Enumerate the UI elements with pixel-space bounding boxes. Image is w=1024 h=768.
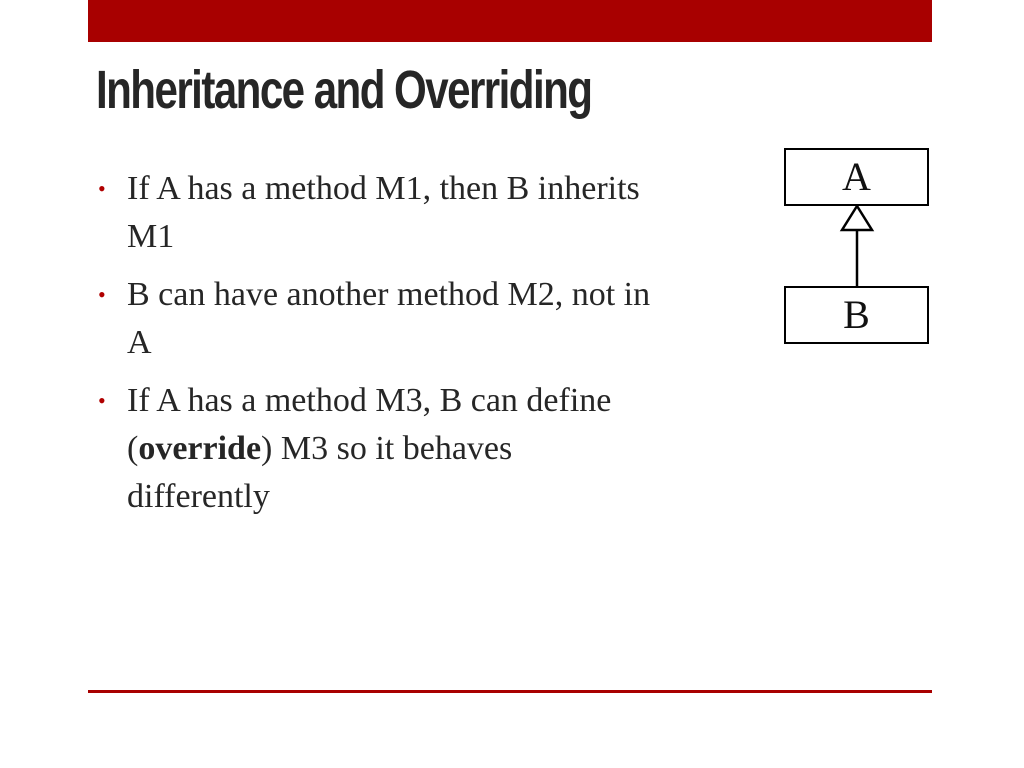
bullet-icon: • (98, 388, 106, 413)
footer-divider (88, 690, 932, 693)
slide-title: Inheritance and Overriding (96, 60, 592, 120)
bullet-text-bold: override (138, 430, 262, 467)
bullet-icon: • (98, 282, 106, 307)
bullet-text: If A has a method M1, then B inherits M1 (127, 170, 640, 255)
class-box-b: B (784, 286, 929, 344)
bullet-text-before: If A has a method M3, B can define ( (127, 382, 612, 467)
bullet-item (96, 165, 656, 261)
bullet-text: B can have another method M2, not in A (127, 276, 651, 361)
bullet-item (96, 377, 656, 521)
bullet-icon: • (98, 176, 106, 201)
bullet-list (96, 165, 656, 531)
header-accent-bar (88, 0, 932, 42)
uml-inheritance-diagram (784, 148, 930, 346)
bullet-text-after: ) M3 so it behaves differently (127, 430, 513, 515)
class-box-a: A (784, 148, 929, 206)
bullet-item (96, 271, 656, 367)
